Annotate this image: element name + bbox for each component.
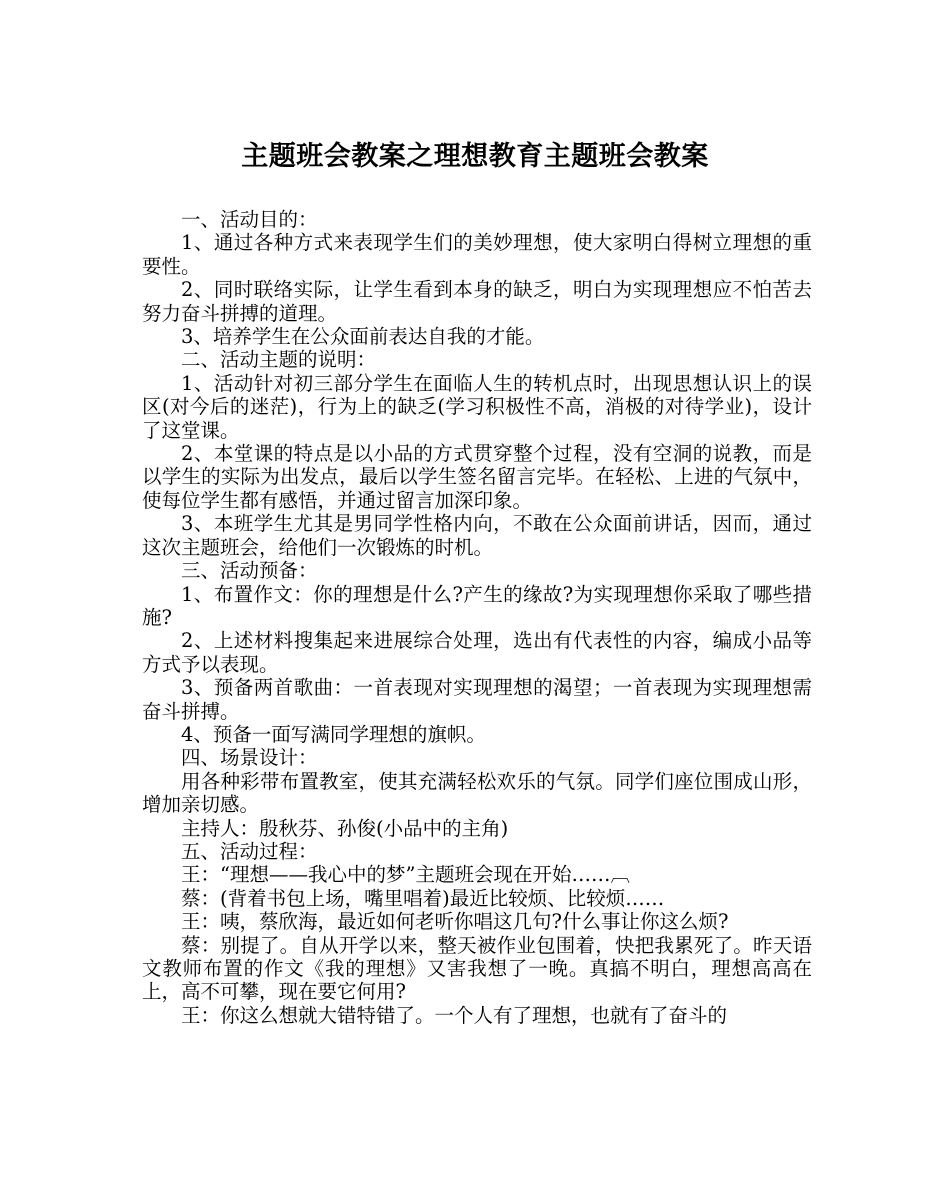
paragraph: 王：“理想——我心中的梦”主题班会现在开始……︹: [181, 863, 630, 887]
paragraph: 一、活动目的：: [181, 208, 318, 231]
paragraph: 用各种彩带布置教室，使其充满轻松欢乐的气氛。同学们座位围成山形，增加亲切感。: [142, 769, 812, 817]
paragraph: 三、活动预备：: [181, 559, 318, 583]
paragraph: 4、预备一面写满同学理想的旗帜。: [181, 722, 486, 746]
paragraph: 主持人：殷秋芬、孙俊(小品中的主角): [181, 816, 509, 840]
document-body: [142, 208, 812, 1027]
paragraph: 王：你这么想就大错特错了。一个人有了理想，也就有了奋斗的: [181, 1003, 728, 1027]
paragraph: 3、培养学生在公众面前表达自我的才能。: [181, 325, 545, 349]
paragraph: 五、活动过程：: [181, 839, 318, 863]
paragraph: 四、场景设计：: [181, 746, 318, 770]
paragraph: 王：咦，蔡欣海，最近如何老听你唱这几句?什么事让你这么烦?: [181, 910, 729, 934]
document-title: 主题班会教案之理想教育主题班会教案: [241, 141, 709, 172]
paragraph: 1、通过各种方式来表现学生们的美妙理想，使大家明白得树立理想的重要性。: [142, 231, 812, 278]
paragraph: 2、同时联络实际，让学生看到本身的缺乏，明白为实现理想应不怕苦去努力奋斗拼搏的道理。: [142, 278, 812, 325]
paragraph: 蔡：别提了。自从开学以来，整天被作业包围着，快把我累死了。昨天语文教师布置的作文《我的理想》又害我想了一晚。真搞不明白，理想高高在上，高不可攀，现在要它何用?: [142, 933, 812, 1004]
paragraph: 1、布置作文：你的理想是什么?产生的缘故?为实现理想你采取了哪些措施?: [142, 582, 812, 629]
paragraph: 2、本堂课的特点是以小品的方式贯穿整个过程，没有空洞的说教，而是以学生的实际为出发点，最后以学生签名留言完毕。在轻松、上进的气氛中，使每位学生都有感悟，并通过留言加深印象。: [142, 442, 812, 512]
paragraph: 2、上述材料搜集起来进展综合处理，选出有代表性的内容，编成小品等方式予以表现。: [142, 629, 812, 676]
paragraph: 3、预备两首歌曲：一首表现对实现理想的渴望；一首表现为实现理想需奋斗拼搏。: [142, 676, 812, 723]
paragraph: 二、活动主题的说明：: [181, 348, 377, 372]
paragraph: 1、活动针对初三部分学生在面临人生的转机点时，出现思想认识上的误区(对今后的迷茫)，行为上的缺乏(学习积极性不高，消极的对待学业)，设计了这堂课。: [142, 371, 812, 442]
paragraph: 蔡：(背着书包上场，嘴里唱着)最近比较烦、比较烦……: [181, 886, 665, 910]
paragraph: 3、本班学生尤其是男同学性格内向，不敢在公众面前讲话，因而，通过这次主题班会，给他们一次锻炼的时机。: [142, 512, 812, 559]
